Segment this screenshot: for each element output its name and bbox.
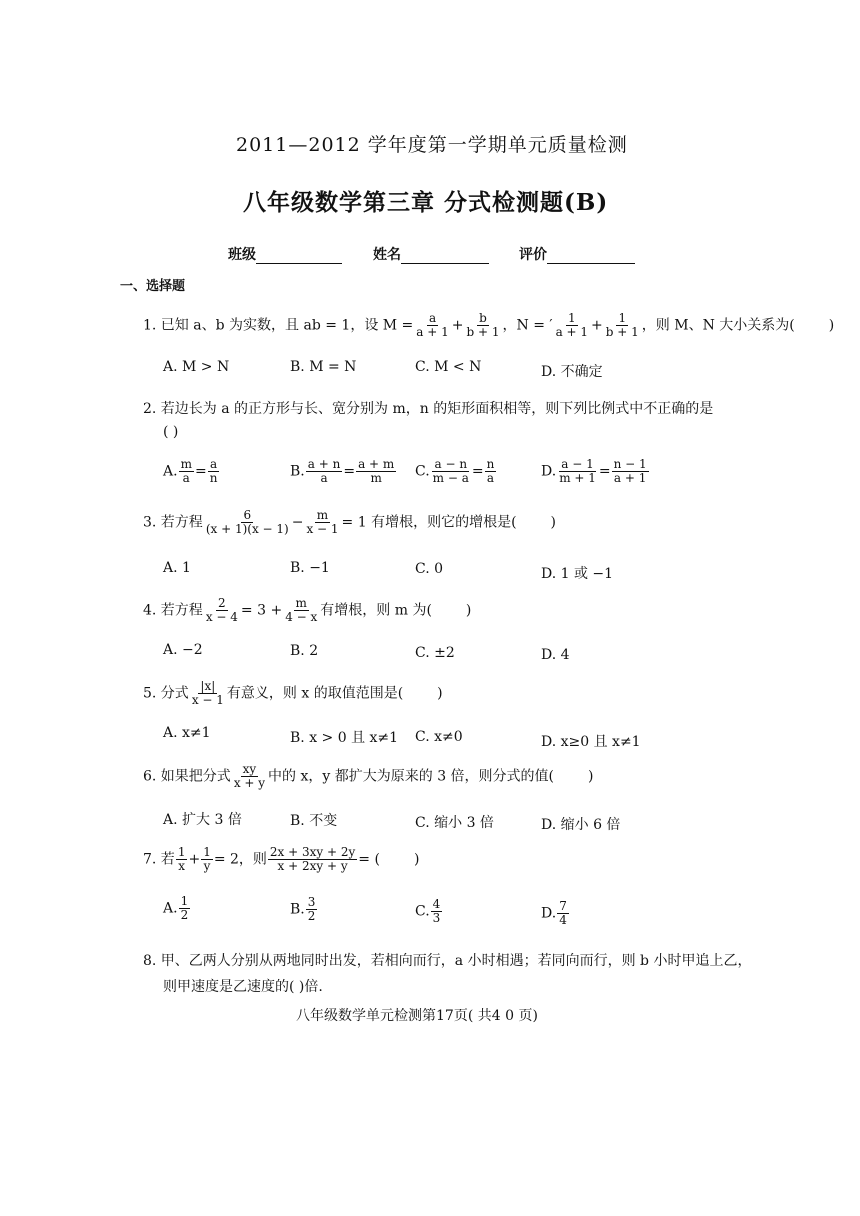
q7-lead: 7. 若 (143, 851, 175, 868)
fraction (557, 458, 598, 485)
q6-option-d: D. 缩小 6 倍 (541, 817, 621, 833)
numerator: m (180, 457, 192, 471)
fraction (201, 846, 213, 873)
question-6 (143, 763, 594, 790)
fraction (268, 846, 357, 873)
fraction (190, 680, 226, 707)
numerator: 1 (180, 894, 189, 908)
denominator: x + y (233, 776, 266, 790)
numerator: 6 (243, 508, 252, 522)
title-line-1: 2011—2012 学年度第一学期单元质量检测 (236, 134, 628, 156)
q2-option-b (290, 458, 397, 485)
fraction (232, 763, 267, 790)
answer-paren-close: ) (550, 514, 557, 531)
question-4 (143, 597, 471, 624)
denominator: m − a (432, 471, 469, 485)
fraction (179, 895, 191, 922)
numerator: |x| (200, 679, 216, 693)
name-field-line (401, 249, 489, 264)
fraction (485, 458, 497, 485)
denominator: 4 (559, 913, 567, 927)
q5-option-c: C. x≠0 (415, 729, 463, 745)
fraction (306, 896, 318, 923)
option-label: C. (415, 463, 430, 480)
denominator: a (486, 471, 495, 485)
denominator: m (370, 471, 382, 485)
fraction (557, 900, 569, 927)
denominator: y (203, 859, 211, 873)
q1-option-a: A. M > N (163, 359, 230, 375)
option-label: D. (541, 463, 557, 480)
denominator: 4 − x (285, 610, 318, 624)
fraction (431, 898, 443, 925)
q5-option-d: D. x≥0 且 x≠1 (541, 734, 641, 750)
equals-sign: = (194, 463, 207, 480)
option-label: D. (541, 905, 557, 922)
q4-mid: = 3 + (240, 602, 283, 619)
numerator: 2 (218, 596, 226, 610)
q5-tail: 有意义，则 x 的取值范围是( (226, 685, 404, 702)
q4-option-c: C. ±2 (415, 645, 455, 661)
q5-lead: 5. 分式 (143, 685, 189, 702)
fraction (306, 458, 343, 485)
q6-tail: 中的 x，y 都扩大为原来的 3 倍，则分式的值( (268, 768, 555, 785)
question-2-line-2: ( ) (163, 424, 179, 440)
grade-label: 评价 (519, 247, 547, 263)
q3-lead: 3. 若方程 (143, 514, 203, 531)
fraction (356, 458, 396, 485)
question-5 (143, 680, 443, 707)
q4-lead: 4. 若方程 (143, 602, 203, 619)
q2-option-a (163, 458, 220, 485)
numerator: a (428, 311, 437, 325)
q1-mid: ，N = ′ (502, 317, 553, 334)
denominator: a (320, 471, 328, 485)
q7-mid: = 2，则 (213, 851, 267, 868)
q4-option-d: D. 4 (541, 647, 570, 663)
answer-paren-close: ) (465, 602, 472, 619)
fraction (176, 846, 188, 873)
numerator: 2x + 3xy + 2y (269, 845, 356, 859)
denominator: x − 4 (205, 610, 238, 624)
q4-option-a: A. −2 (163, 642, 203, 658)
numerator: 1 (177, 845, 186, 859)
class-label: 班级 (228, 247, 256, 263)
fraction (208, 458, 220, 485)
denominator: b + 1 (466, 325, 500, 339)
plus-sign: + (451, 317, 464, 334)
fraction (179, 458, 194, 485)
numerator: a − n (434, 457, 468, 471)
numerator: n − 1 (613, 457, 647, 471)
fraction (204, 597, 240, 624)
denominator: m + 1 (559, 471, 596, 485)
q1-lead: 1. 已知 a、b 为实数，且 ab = 1，设 M = (143, 317, 414, 334)
header-name (373, 244, 489, 264)
option-label: C. (415, 903, 430, 920)
fraction (554, 312, 590, 339)
grade-field-line (547, 249, 635, 264)
denominator: x − 1 (306, 522, 339, 536)
numerator: n (486, 457, 495, 471)
section-heading: 一、选择题 (120, 279, 186, 294)
q7-option-a (163, 895, 191, 922)
q3-option-d: D. 1 或 −1 (541, 566, 614, 582)
option-label: B. (290, 463, 305, 480)
question-1 (143, 312, 834, 339)
plus-sign: + (591, 317, 603, 334)
q4-tail: 有增根，则 m 为( (320, 602, 432, 619)
denominator: 2 (307, 909, 316, 923)
equals-sign: = (598, 463, 611, 480)
q1-option-b: B. M = N (290, 359, 357, 375)
q6-option-a: A. 扩大 3 倍 (163, 812, 242, 828)
equals-sign: = (471, 463, 484, 480)
numerator: m (316, 508, 329, 522)
fraction (465, 312, 502, 339)
numerator: 3 (307, 895, 316, 909)
title-line-2: 八年级数学第三章 分式检测题(B) (243, 189, 609, 216)
q4-option-b: B. 2 (290, 643, 319, 659)
q7-option-d (541, 900, 570, 927)
fraction (204, 509, 291, 536)
class-field-line (256, 249, 342, 264)
q7-option-c (415, 898, 443, 925)
denominator: a + 1 (613, 471, 647, 485)
plus-sign: + (188, 851, 201, 868)
denominator: x + 2xy + y (277, 859, 348, 873)
denominator: (x + 1)(x − 1) (205, 522, 289, 536)
denominator: a + 1 (555, 325, 589, 339)
fraction (283, 597, 319, 624)
answer-paren-close: ) (413, 851, 420, 868)
equals-sign: = (343, 463, 356, 480)
q3-tail: = 1 有增根，则它的增根是( (341, 514, 517, 531)
page-footer: 八年级数学单元检测第17页( 共4 0 页) (296, 1008, 538, 1024)
answer-paren-close: ) (437, 685, 443, 702)
fraction (304, 509, 340, 536)
q7-tail: = ( (358, 851, 380, 868)
q2-option-d (541, 458, 650, 485)
question-8-line-2: 则甲速度是乙速度的( )倍. (163, 979, 323, 995)
q2-option-c (415, 458, 497, 485)
denominator: b + 1 (605, 325, 639, 339)
denominator: n (209, 471, 218, 485)
q6-lead: 6. 如果把分式 (143, 768, 231, 785)
q3-option-b: B. −1 (290, 560, 330, 576)
denominator: x (178, 859, 186, 873)
question-8-line-1: 8. 甲、乙两人分别从两地同时出发，若相向而行，a 小时相遇；若同向而行，则 b 小时甲追上乙， (143, 953, 752, 969)
question-7 (143, 846, 419, 873)
fraction (431, 458, 471, 485)
q7-option-b (290, 896, 318, 923)
denominator: 3 (432, 911, 441, 925)
q5-option-a: A. x≠1 (163, 725, 211, 741)
option-label: B. (290, 901, 305, 918)
numerator: xy (242, 762, 257, 776)
numerator: a (209, 457, 218, 471)
header-grade (519, 244, 635, 264)
numerator: 1 (618, 311, 627, 325)
numerator: 4 (432, 897, 441, 911)
numerator: a + m (358, 457, 395, 471)
numerator: 7 (559, 899, 567, 913)
numerator: a + n (307, 457, 341, 471)
minus-sign: − (291, 514, 304, 531)
numerator: a − 1 (561, 457, 594, 471)
q1-option-d: D. 不确定 (541, 364, 603, 380)
option-label: A. (163, 900, 178, 917)
header-class (228, 244, 342, 264)
q3-option-c: C. 0 (415, 561, 444, 577)
fraction (604, 312, 641, 339)
denominator: 2 (180, 908, 189, 922)
numerator: b (479, 311, 487, 325)
numerator: 1 (567, 311, 576, 325)
question-3 (143, 509, 556, 536)
fraction (612, 458, 649, 485)
option-label: A. (163, 463, 178, 480)
q3-option-a: A. 1 (163, 560, 191, 576)
q1-tail: ，则 M、N 大小关系为( (641, 317, 795, 334)
numerator: 1 (203, 845, 211, 859)
question-2-line-1: 2. 若边长为 a 的正方形与长、宽分别为 m，n 的矩形面积相等，则下列比例式中不正确的是 (143, 401, 714, 417)
q5-option-b: B. x > 0 且 x≠1 (290, 730, 399, 746)
fraction (414, 312, 450, 339)
numerator: m (295, 596, 307, 610)
denominator: a + 1 (416, 325, 449, 339)
answer-paren-close: ) (828, 317, 835, 334)
q1-option-c: C. M < N (415, 359, 482, 375)
denominator: a (182, 471, 190, 485)
answer-paren-close: ) (588, 768, 594, 785)
q6-option-c: C. 缩小 3 倍 (415, 815, 494, 831)
denominator: x − 1 (191, 693, 224, 707)
name-label: 姓名 (373, 247, 401, 263)
q6-option-b: B. 不变 (290, 813, 338, 829)
